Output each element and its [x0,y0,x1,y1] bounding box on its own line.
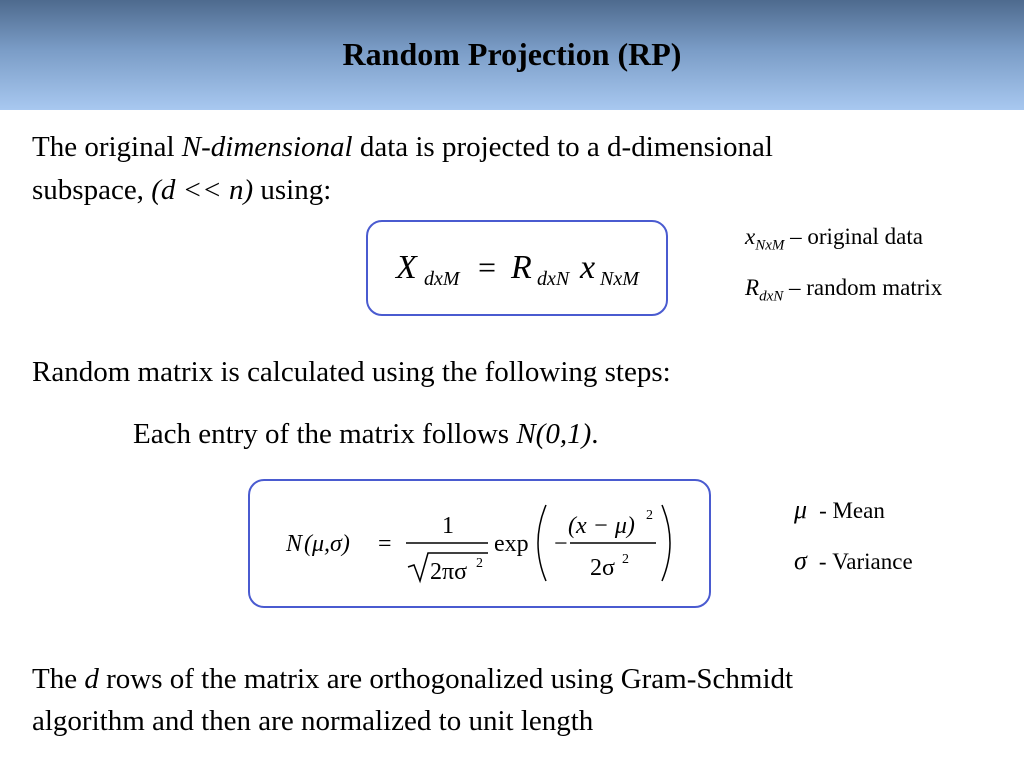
normal-n-symbol: N [286,531,303,557]
conclusion-line-2: algorithm and then are normalized to unit length [32,705,594,737]
slide-title: Random Projection (RP) [342,36,682,72]
intro-line2-text: subspace, [32,174,152,206]
formula-equals: = [478,249,497,285]
normal-denominator: 2πσ [430,559,468,585]
legend-x-subscript: NxM [755,237,785,254]
sigma-description: - Variance [818,549,913,574]
step-1-end: . [591,418,599,450]
legend-r-symbol: R [745,275,760,300]
step-1 [133,413,599,456]
formula-r-symbol: R [511,249,532,286]
intro-text-2: data is projected to a d-dimensional [352,131,773,163]
legend-r-subscript: dxN [759,288,784,305]
conclusion-text: The [32,663,85,695]
projection-formula-box [366,220,668,316]
exp-minus: − [554,531,568,557]
sigma-symbol: σ [794,546,807,575]
normal-formula [250,481,709,606]
normal-equals: = [378,531,392,557]
projection-formula [368,222,666,314]
conclusion-italic: d [84,663,99,695]
legend-mean [794,495,885,525]
steps-heading: Random matrix is calculated using the following steps: [32,356,671,388]
intro-italic: N-dimensional [181,131,353,163]
legend-x-description: – original data [784,224,923,249]
mu-symbol: μ [794,495,808,524]
normal-args: (μ,σ) [304,531,350,557]
legend-variance [794,546,913,576]
exp-denominator-exponent: 2 [622,552,629,567]
normal-numerator: 1 [442,513,454,539]
intro-text: The original [32,131,182,163]
exp-numerator: (x − μ) [568,513,635,539]
legend-original-data [745,224,923,255]
left-paren-icon [538,505,546,581]
legend-x-symbol: x [745,224,756,249]
formula-r-subscript: dxN [537,268,570,290]
step-1-text: Each entry of the matrix follows [133,418,517,450]
formula-lower-x-symbol: x [580,249,596,286]
normal-denominator-exponent: 2 [476,556,483,571]
conclusion-text-2: rows of the matrix are orthogonalized using Gram-Schmidt [98,663,794,695]
mu-description: - Mean [819,498,885,523]
formula-x-symbol: X [396,249,417,286]
right-paren-icon [662,505,670,581]
step-1-italic: N(0,1) [516,418,592,450]
formula-x-subscript: dxM [424,268,460,290]
formula-lower-x-subscript: NxM [600,268,639,290]
legend-r-description: – random matrix [783,275,943,300]
intro-line2-end: using: [253,174,332,206]
legend-random-matrix [745,275,942,306]
intro-line2-italic: (d << n) [151,174,254,206]
exp-numerator-exponent: 2 [646,508,653,523]
exp-function: exp [494,531,529,557]
intro-line-1 [32,126,773,169]
exp-denominator: 2σ [590,555,615,581]
normal-formula-box [248,479,711,608]
intro-line-2 [32,169,331,212]
conclusion-line-1 [32,658,793,701]
